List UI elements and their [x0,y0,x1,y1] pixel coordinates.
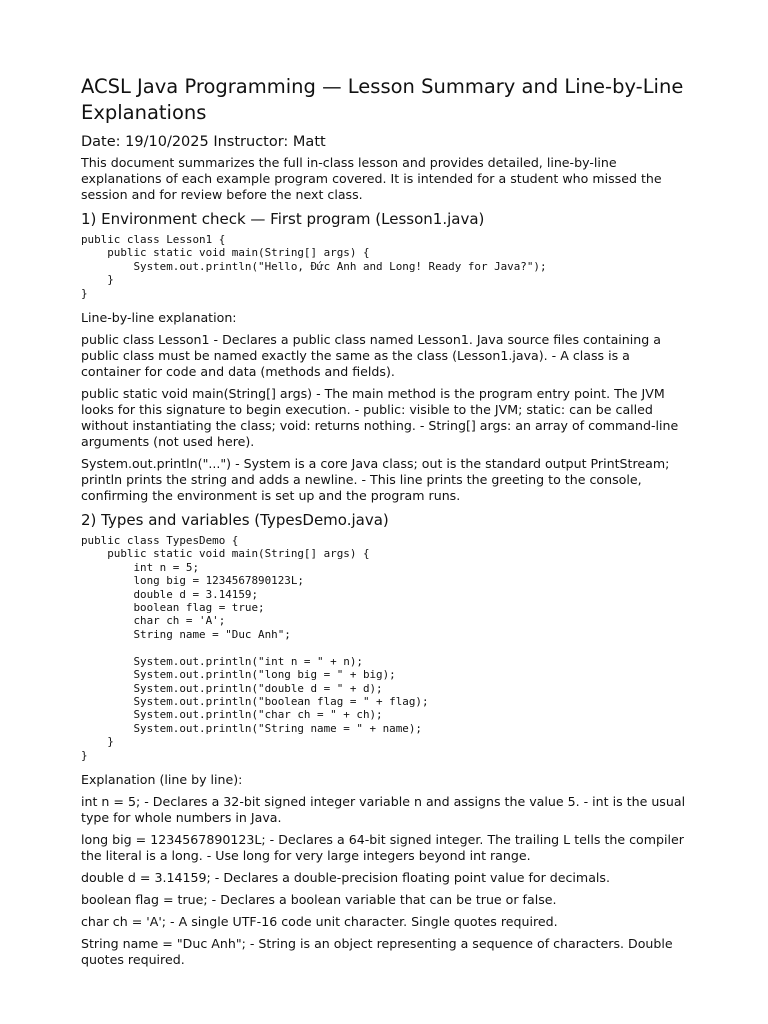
explanation-item: public static void main(String[] args) - The main method is the program entry point. The JVM looks for this signature to begin execution. - public: visible to the JVM; static: can be called without instantiating the class; void: returns nothing. - String[] args: an array of command-line arguments (not used here). [81,386,679,450]
code-block-typesdemo: public class TypesDemo { public static void main(String[] args) { int n = 5; long big = 1234567890123L; double d = 3.14159; boolean flag = true; char ch = 'A'; String name = "Duc Anh"; System.out.println("int n = " + n); System.out.println("long big = " + big); System.out.println("double d = " + d); System.out.println("boolean flag = " + flag); System.out.println("char ch = " + ch); System.out.println("String name = " + name); } } [81,534,429,762]
explanation-item: double d = 3.14159; - Declares a double-precision floating point value for decimals. [81,869,610,885]
explanation-item: String name = "Duc Anh"; - String is an object representing a sequence of characters. Double quotes required. [81,935,673,967]
explanation-item: public class Lesson1 - Declares a public class named Lesson1. Java source files containing a public class must be named exactly the same as the class (Lesson1.java). - A class is a container for code and data (methods and fields). [81,332,661,380]
intro-paragraph: This document summarizes the full in-class lesson and provides detailed, line-by-line explanations of each example program covered. It is intended for a student who missed the session and for review before the next class. [81,155,662,202]
section-heading: 1) Environment check — First program (Lesson1.java) [81,210,485,228]
code-block-lesson1: public class Lesson1 { public static void main(String[] args) { System.out.println("Hello, Đức Anh and Long! Ready for Java?"); } } [81,233,547,300]
explanation-label: Line-by-line explanation: [81,310,237,326]
section-heading: 2) Types and variables (TypesDemo.java) [81,511,389,530]
explanation-item: int n = 5; - Declares a 32-bit signed integer variable n and assigns the value 5. - int is the usual type for whole numbers in Java. [81,793,686,825]
section-types-and-variables [81,510,689,968]
explanation-item: System.out.println("...") - System is a core Java class; out is the standard output PrintStream; println prints the string and adds a newline. - This line prints the greeting to the console, confirming the environment is set up and the program runs. [81,456,670,504]
explanation-item: char ch = 'A'; - A single UTF-16 code unit character. Single quotes required. [81,913,558,929]
date-instructor-line: Date: 19/10/2025 Instructor: Matt [81,134,326,150]
explanation-item: long big = 1234567890123L; - Declares a 64-bit signed integer. The trailing L tells the compiler the literal is a long. - Use long for very large integers beyond int range. [81,831,684,863]
explanation-item: boolean flag = true; - Declares a boolean variable that can be true or false. [81,891,557,907]
document-title: ACSL Java Programming — Lesson Summary and Line-by-Line Explanations [81,75,684,124]
document-page [81,74,689,974]
section-environment-check [81,209,689,504]
explanation-label: Explanation (line by line): [81,771,243,787]
